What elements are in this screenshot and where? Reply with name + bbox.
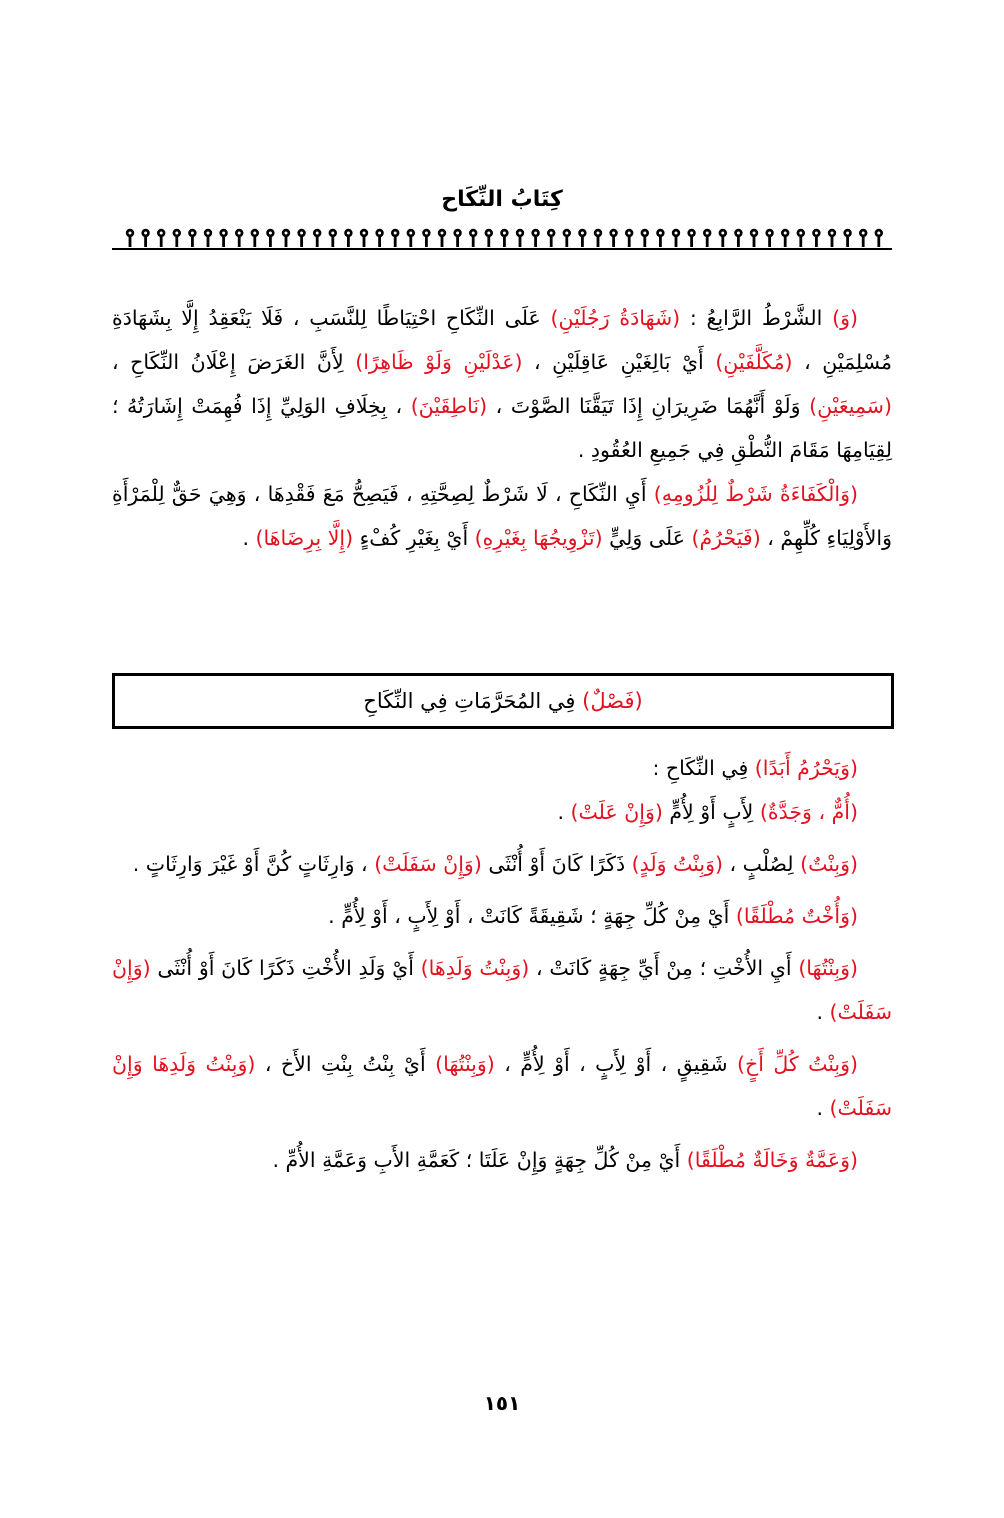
list-item: (وَبِنْتٌ) لِصُلْبٍ ، (وَبِنْتُ وَلَدٍ) ذَكَرًا كَانَ أَوْ أُنْثَى (وَإِنْ سَفَلَتْ) ، وَارِثَاتٍ كُنَّ أَوْ غَيْرَ وَارِثَاتٍ .: [132, 852, 858, 876]
section-heading-fasl: (فَصْلٌ): [582, 689, 643, 713]
chapter-title: كِتَابُ النِّكَاح: [441, 187, 563, 212]
prohibitions-list: [112, 746, 892, 1182]
list-item: (وَبِنْتُ كُلِّ أَخٍ) شَقِيقٍ ، أَوْ لِأَبٍ ، أَوْ لِأُمٍّ ، (وَبِنْتُهَا) أَيْ بِنْتُ بِنْتِ الأَخ ، (وَبِنْتُ وَلَدِهَا وَإِنْ سَفَلَتْ) .: [112, 1052, 892, 1120]
page-number: ١٥١: [483, 1391, 521, 1415]
list-item: (وَيَحْرُمُ أَبَدًا) فِي النِّكَاحِ :: [652, 756, 858, 780]
list-item: (وَأُخْتٌ مُطْلَقًا) أَيْ مِنْ كُلِّ جِهَةٍ ؛ شَقِيقَةً كَانَتْ ، أَوْ لِأَبٍ ، أَوْ لِأُمٍّ .: [328, 904, 858, 928]
section-heading-text: فِي المُحَرَّمَاتِ فِي النِّكَاحِ: [363, 689, 583, 713]
paragraph-witnesses: (وَ) الشَّرْطُ الرَّابِعُ : (شَهَادَةُ رَجُلَيْنِ) عَلَى النِّكَاحِ احْتِيَاطًا لِلنَّسَبِ ، فَلَا يَنْعَقِدُ إِلَّا بِشَهَادَةِ مُسْلِمَيْنِ ، (مُكَلَّفَيْنِ) أَيْ بَالِغَيْنِ عَاقِلَيْنِ ، (عَدْلَيْنِ وَلَوْ ظَاهِرًا) لِأَنَّ الغَرَضَ إِعْلَانُ النِّكَاحِ ، (سَمِيعَيْنِ) وَلَوْ أَنَّهُمَا ضَرِيرَانِ إِذَا تَيَقَّنَا الصَّوْتَ ، (نَاطِقَيْنَ) ، بِخِلَافِ الوَلِيِّ إِذَا فُهِمَتْ إِشَارَتُهُ ؛ لِقِيَامِهَا مَقَامَ النُّطْقِ فِي جَمِيعِ العُقُودِ .: [112, 306, 892, 462]
section-heading-box: [112, 673, 894, 729]
paragraph-kafaa: (وَالْكَفَاءَةُ شَرْطٌ لِلُزُومِهِ) أَيِ النِّكَاحِ ، لَا شَرْطٌ لِصِحَّتِهِ ، فَيَصِحُّ مَعَ فَقْدِهَا ، وَهِيَ حَقٌّ لِلْمَرْأَةِ وَالأَوْلِيَاءِ كُلِّهِمْ ، (فَيَحْرُمُ) عَلَى وَلِيٍّ (تَزْوِيجُهَا بِغَيْرِهِ) أَيْ بِغَيْرِ كُفْءٍ (إِلَّا بِرِضَاهَا) .: [112, 482, 892, 550]
ornamental-divider: [112, 222, 892, 252]
list-item: (وَعَمَّةٌ وَخَالَةٌ مُطْلَقًا) أَيْ مِنْ كُلِّ جِهَةٍ وَإِنْ عَلَتَا ؛ كَعَمَّةِ الأَبِ وَعَمَّةِ الأُمِّ .: [272, 1148, 858, 1172]
list-item: (وَبِنْتُهَا) أَيِ الأُخْتِ ؛ مِنْ أَيِّ جِهَةٍ كَانَتْ ، (وَبِنْتُ وَلَدِهَا) أَيْ وَلَدِ الأُخْتِ ذَكَرًا كَانَ أَوْ أُنْثَى (وَإِنْ سَفَلَتْ) .: [112, 956, 892, 1024]
list-item: (أُمٌّ ، وَجَدَّةٌ) لِأَبٍ أَوْ لِأُمٍّ (وَإِنْ عَلَتْ) .: [557, 800, 858, 824]
main-text: [112, 296, 892, 560]
